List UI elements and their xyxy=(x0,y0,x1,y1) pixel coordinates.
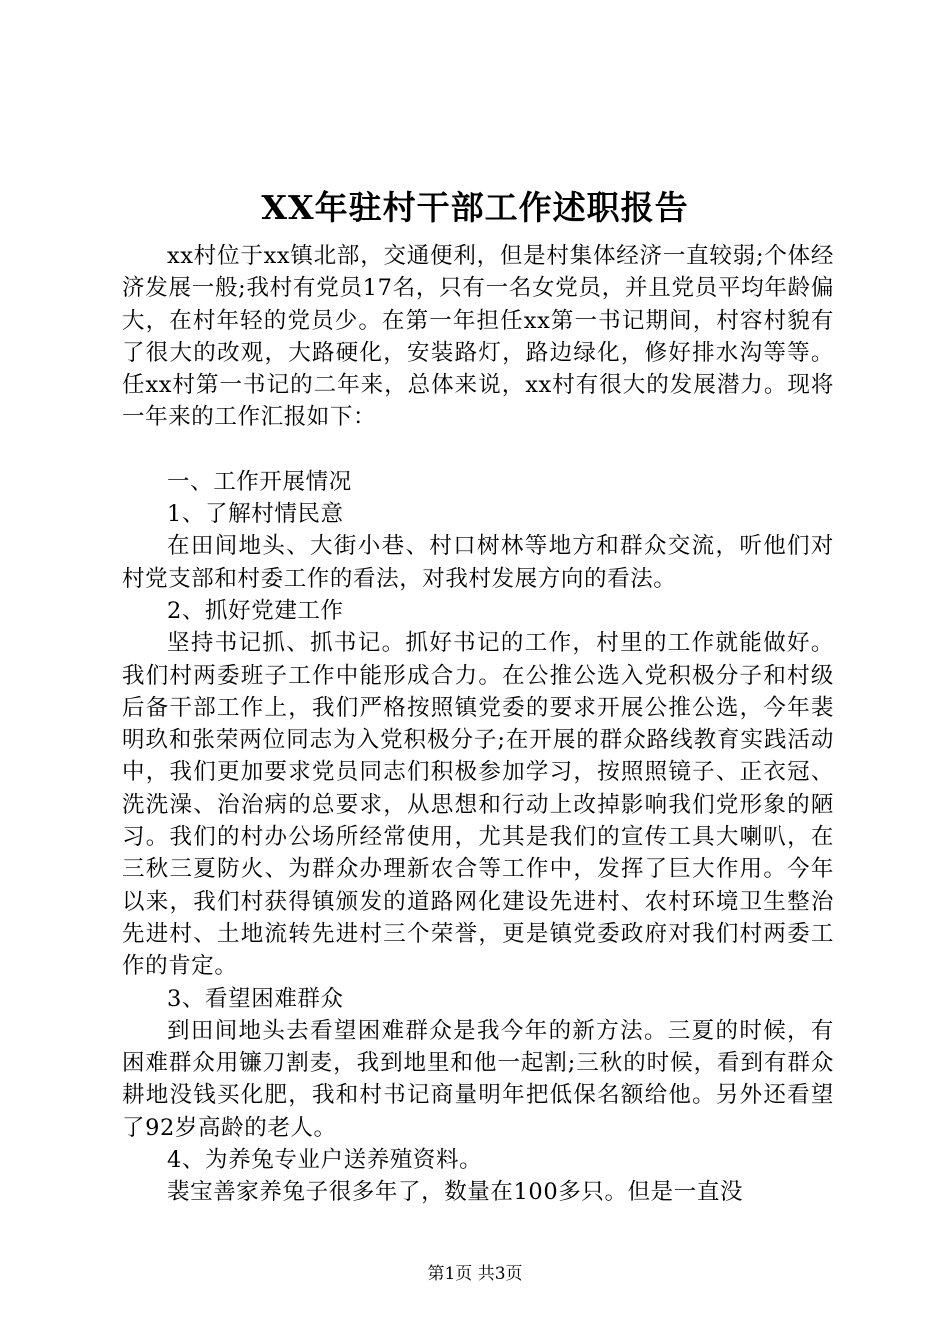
item-paragraph-1: 在田间地头、大街小巷、村口树林等地方和群众交流，听他们对村党支部和村委工作的看法，对我村发展方向的看法。 xyxy=(122,533,834,592)
section-heading: 一、工作开展情况 xyxy=(167,468,352,495)
page-footer: 第1页 共3页 xyxy=(427,1264,523,1284)
item-heading-4: 4、为养兔专业户送养殖资料。 xyxy=(167,1147,483,1174)
item-paragraph-4: 裴宝善家养兔子很多年了，数量在100多只。但是一直没 xyxy=(167,1179,744,1206)
intro-paragraph: xx村位于xx镇北部，交通便利，但是村集体经济一直较弱;个体经济发展一般;我村有党员17名，只有一名女党员，并且党员平均年龄偏大，在村年轻的党员少。在第一年担任xx第一书记期间，村容村貌有了很大的改观，大路硬化，安装路灯，路边绿化，修好排水沟等等。任xx村第一书记的二年来，总体来说，xx村有很大的发展潜力。现将一年来的工作汇报如下： xyxy=(122,243,834,431)
item-heading-3: 3、看望困难群众 xyxy=(167,985,344,1012)
document-title: XX年驻村干部工作述职报告 xyxy=(261,188,689,227)
item-paragraph-2: 坚持书记抓、抓书记。抓好书记的工作，村里的工作就能做好。我们村两委班子工作中能形成合力。在公推公选入党积极分子和村级后备干部工作上，我们严格按照镇党委的要求开展公推公选，今年裴明玖和张荣两位同志为入党积极分子;在开展的群众路线教育实践活动中，我们更加要求党员同志们积极参加学习，按照照镜子、正衣冠、洗洗澡、治治病的总要求，从思想和行动上改掉影响我们党形象的陋习。我们的村办公场所经常使用，尤其是我们的宣传工具大喇叭，在三秋三夏防火、为群众办理新农合等工作中，发挥了巨大作用。今年以来，我们村获得镇颁发的道路网化建设先进村、农村环境卫生整治先进村、土地流转先进村三个荣誉，更是镇党委政府对我们村两委工作的肯定。 xyxy=(122,630,834,980)
item-heading-1: 1、了解村情民意 xyxy=(167,501,344,528)
item-paragraph-3: 到田间地头去看望困难群众是我今年的新方法。三夏的时候，有困难群众用镰刀割麦，我到地里和他一起割;三秋的时候，看到有群众耕地没钱买化肥，我和村书记商量明年把低保名额给他。另外还看望了92岁高龄的老人。 xyxy=(122,1017,834,1141)
document-body xyxy=(122,240,834,1209)
item-heading-2: 2、抓好党建工作 xyxy=(167,597,344,624)
paragraph-gap xyxy=(122,434,834,466)
